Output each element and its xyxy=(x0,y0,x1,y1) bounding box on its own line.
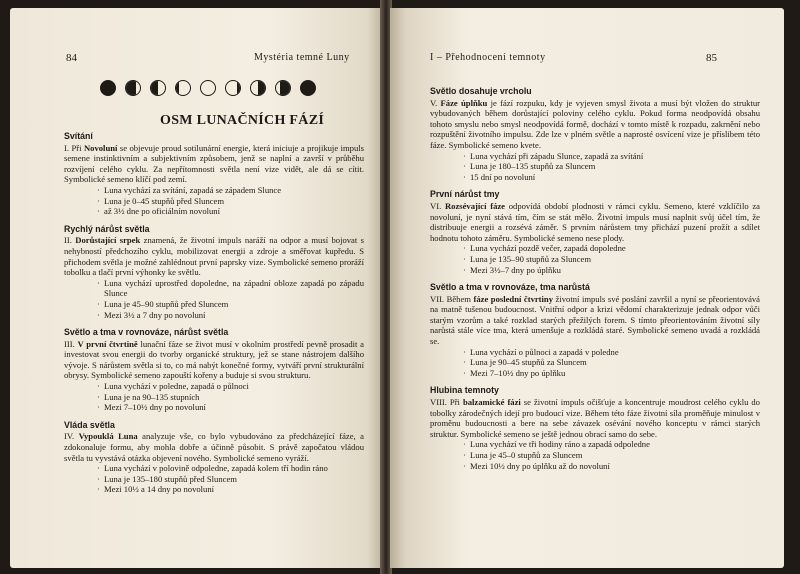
chapter-title: OSM LUNAČNÍCH FÁZÍ xyxy=(160,113,325,128)
section-heading: První nárůst tmy xyxy=(430,189,500,200)
roman-numeral: VI. xyxy=(430,200,445,211)
phase-term: Vypouklá Luna xyxy=(78,431,138,442)
body-text: se životní impuls očišťuje a koncentruje moudrost celého cyklu do tobolky zárodečných idejí pro budoucí vize. Během této fáze životní síla proměňuje minulost v proměnu budoucnosti a bere na sebe závazek osévání nového konceptu v rámci starých struktur. Symbolické semeno se ještě jednou obrací samo do sebe. xyxy=(430,397,760,439)
roman-numeral: VIII. Při xyxy=(430,397,463,408)
roman-numeral: VII. Během xyxy=(430,293,474,304)
section-heading: Světlo a tma v rovnováze, tma narůstá xyxy=(430,282,590,293)
balsamic-icon xyxy=(300,80,316,96)
roman-numeral: IV. xyxy=(64,431,79,442)
phase-fact: · Luna vychází v poledne, zapadá o půlnoci xyxy=(104,381,364,392)
phase-term: V první čtvrtině xyxy=(77,338,138,349)
phase-fact: · Luna vychází v polovině odpoledne, zapadá kolem tří hodin ráno xyxy=(104,463,364,474)
phase-fact: · Mezi 3½ a 7 dny po novoluní xyxy=(104,310,364,321)
new-moon-icon xyxy=(100,80,116,96)
section-paragraph xyxy=(64,431,364,463)
section-paragraph xyxy=(430,397,760,439)
phase-facts-list xyxy=(430,243,760,275)
phase-fact: · Luna je 45–0 stupňů za Sluncem xyxy=(470,450,760,461)
full-moon-icon xyxy=(200,80,216,96)
phase-fact: · Luna je 135–180 stupňů před Sluncem xyxy=(104,474,364,485)
phase-fact: · Luna vychází za svítání, zapadá se západem Slunce xyxy=(104,185,364,196)
phase-section xyxy=(64,420,364,495)
roman-numeral: I. Při xyxy=(64,142,84,153)
phase-section xyxy=(430,385,760,471)
section-paragraph xyxy=(430,201,760,243)
phase-facts-list xyxy=(64,185,364,217)
phase-fact: · Luna vychází při západu Slunce, zapadá za svítání xyxy=(470,151,760,162)
running-head: Mystéria temné Luny xyxy=(254,52,350,63)
phase-facts-list xyxy=(430,439,760,471)
phase-section xyxy=(430,282,760,378)
roman-numeral: V. xyxy=(430,97,441,108)
phase-fact: · Mezi 10½ dny po úplňku až do novoluní xyxy=(470,461,760,472)
phase-fact: · 15 dní po novoluní xyxy=(470,172,760,183)
section-heading: Světlo a tma v rovnováze, nárůst světla xyxy=(64,327,229,338)
section-heading: Vláda světla xyxy=(64,419,115,430)
phase-facts-list xyxy=(64,463,364,495)
roman-numeral: II. xyxy=(64,235,76,246)
section-paragraph xyxy=(430,98,760,151)
phase-fact: · až 3½ dne po oficiálním novoluní xyxy=(104,206,364,217)
running-head: I – Přehodnocení temnoty xyxy=(430,52,546,63)
phase-fact: · Mezi 3½–7 dny po úplňku xyxy=(470,265,760,276)
phase-fact: · Luna je na 90–135 stupních xyxy=(104,392,364,403)
section-heading: Hlubina temnoty xyxy=(430,385,499,396)
left-page xyxy=(10,8,382,568)
phase-section xyxy=(64,224,364,320)
phase-fact: · Luna vychází ve tři hodiny ráno a zapadá odpoledne xyxy=(470,439,760,450)
phase-fact: · Luna je 45–90 stupňů před Sluncem xyxy=(104,299,364,310)
phase-facts-list xyxy=(64,278,364,320)
phase-term: Dorůstající srpek xyxy=(75,235,141,246)
section-paragraph xyxy=(64,143,364,185)
disseminating-icon xyxy=(225,80,241,96)
page-number: 84 xyxy=(66,52,77,64)
phase-term: Novoluní xyxy=(83,142,118,153)
right-page xyxy=(390,8,784,568)
phase-section xyxy=(64,131,364,217)
phase-fact: · Mezi 7–10½ dny po úplňku xyxy=(470,368,760,379)
page-number: 85 xyxy=(706,52,717,64)
section-paragraph xyxy=(64,339,364,381)
waxing-gibbous-icon xyxy=(175,80,191,96)
phase-term: fáze poslední čtvrtiny xyxy=(473,293,554,304)
phase-term: Fáze úplňku xyxy=(440,97,488,108)
body-text: se objevuje proud sotilunární energie, která iniciuje a projikuje impuls semene instinktivním a subjektivním způsobem, jenž se naplní a završí v průběhu rozvíjení celého cyklu. Za nepřítomnosti světla není vize vidět, ale dá se cítit. Symbolické semeno klíčí pod zemí. xyxy=(64,142,364,185)
section-paragraph xyxy=(64,235,364,277)
phase-term: Rozsévající fáze xyxy=(444,200,505,211)
section-heading: Rychlý nárůst světla xyxy=(64,223,150,234)
phase-fact: · Luna vychází o půlnoci a zapadá v poledne xyxy=(470,347,760,358)
phase-term: balzamické fázi xyxy=(462,397,521,408)
last-quarter-icon xyxy=(250,80,266,96)
waxing-crescent-icon xyxy=(125,80,141,96)
body-text: životní impuls své poslání završil a nyní se přeorientovává na matně tušenou budoucnost. Vnitřní odpor a krizi vědomí charakterizuje jednak odpor vůči starým vzorům a také rozklad starých přežilých forem. S tímto přeorientováním životní síly narůstá stále více tma, která umenšuje a rozkládá staré. Symbolické semeno uvadá a rozkládá se. xyxy=(430,293,761,347)
phase-facts-list xyxy=(64,381,364,413)
moon-phases-icon xyxy=(100,80,316,96)
roman-numeral: III. xyxy=(64,338,78,349)
phase-fact: · Luna je 135–90 stupňů za Sluncem xyxy=(470,254,760,265)
left-column xyxy=(64,131,364,502)
section-paragraph xyxy=(430,294,760,347)
phase-fact: · Luna vychází uprostřed dopoledne, na západní obloze zapadá po západu Slunce xyxy=(104,278,364,299)
phase-fact: · Mezi 7–10½ dny po novoluní xyxy=(104,402,364,413)
phase-fact: · Luna vychází pozdě večer, zapadá dopoledne xyxy=(470,243,760,254)
body-text: odpovídá období plodnosti v rámci cyklu. Semeno, které vzklíčilo za novoluní, je nyní stává tím, čím se stát mělo. Životní impuls musí naplnit svůj účel tím, že distribuuje energii a rozsévá záměr. S prvním nárůstem tmy přichází puzení prožít a sdílet hodnotu tohoto záměru. Symbolické semeno nese plody. xyxy=(430,200,760,243)
phase-facts-list xyxy=(430,347,760,379)
section-heading: Světlo dosahuje vrcholu xyxy=(430,86,532,96)
section-heading: Svítání xyxy=(64,131,93,141)
right-column xyxy=(430,86,760,478)
phase-section xyxy=(430,86,760,182)
first-quarter-icon xyxy=(150,80,166,96)
body-text: znamená, že životní impuls naráží na odpor a musí bojovat s nehybností předchozího cyklu, mobilizovat energii a zdroje a směřovat kupředu. S přichodem světla je možné zahlédnout první paprsky vize. Symbolické semeno proráží tobolku a tlačí první výhonky ke světlu. xyxy=(64,235,364,278)
body-text: lunační fáze se život musí v okolním prostředí pevně prosadit a investovat svou energii do tvorby organické struktury, jež se stane nástrojem dalšího vývoje. S nárůstem světla si to, co má nabýt konečné formy, vytváří první strukturální obrysy. Symbolické semeno zapouští kořeny a buduje si svou strukturu. xyxy=(64,338,364,381)
phase-fact: · Luna je 90–45 stupňů za Sluncem xyxy=(470,357,760,368)
waning-crescent-icon xyxy=(275,80,291,96)
body-text: je fází rozpuku, kdy je vyjeven smysl života a musí být vložen do struktur vybudovaných během dorůstající poloviny celého cyklu. Pokud forma neodpovídá obsahu tohoto smyslu nebo smysl neodpovídá formě, dochází v tomto místě k rozpadu, zakrnění nebo rozpuštění životního impulsu. Zde lze v plném světle a naprosté osvícení vize je příslibem této fáze. Symbolické semeno kvete. xyxy=(430,97,760,150)
body-text: analyzuje vše, co bylo vybudováno za předcházející fáze, a zdokonaluje formu, aby mohla dobře a účinně působit. S právě započatou vládou světla tu vyvstává otázka objevení nového. Symbolické semeno vyráží. xyxy=(64,431,364,463)
phase-fact: · Mezi 10½ a 14 dny po novoluní xyxy=(104,484,364,495)
phase-facts-list xyxy=(430,151,760,183)
phase-fact: · Luna je 0–45 stupňů před Sluncem xyxy=(104,196,364,207)
phase-fact: · Luna je 180–135 stupňů za Sluncem xyxy=(470,161,760,172)
phase-section xyxy=(430,189,760,275)
phase-section xyxy=(64,327,364,413)
